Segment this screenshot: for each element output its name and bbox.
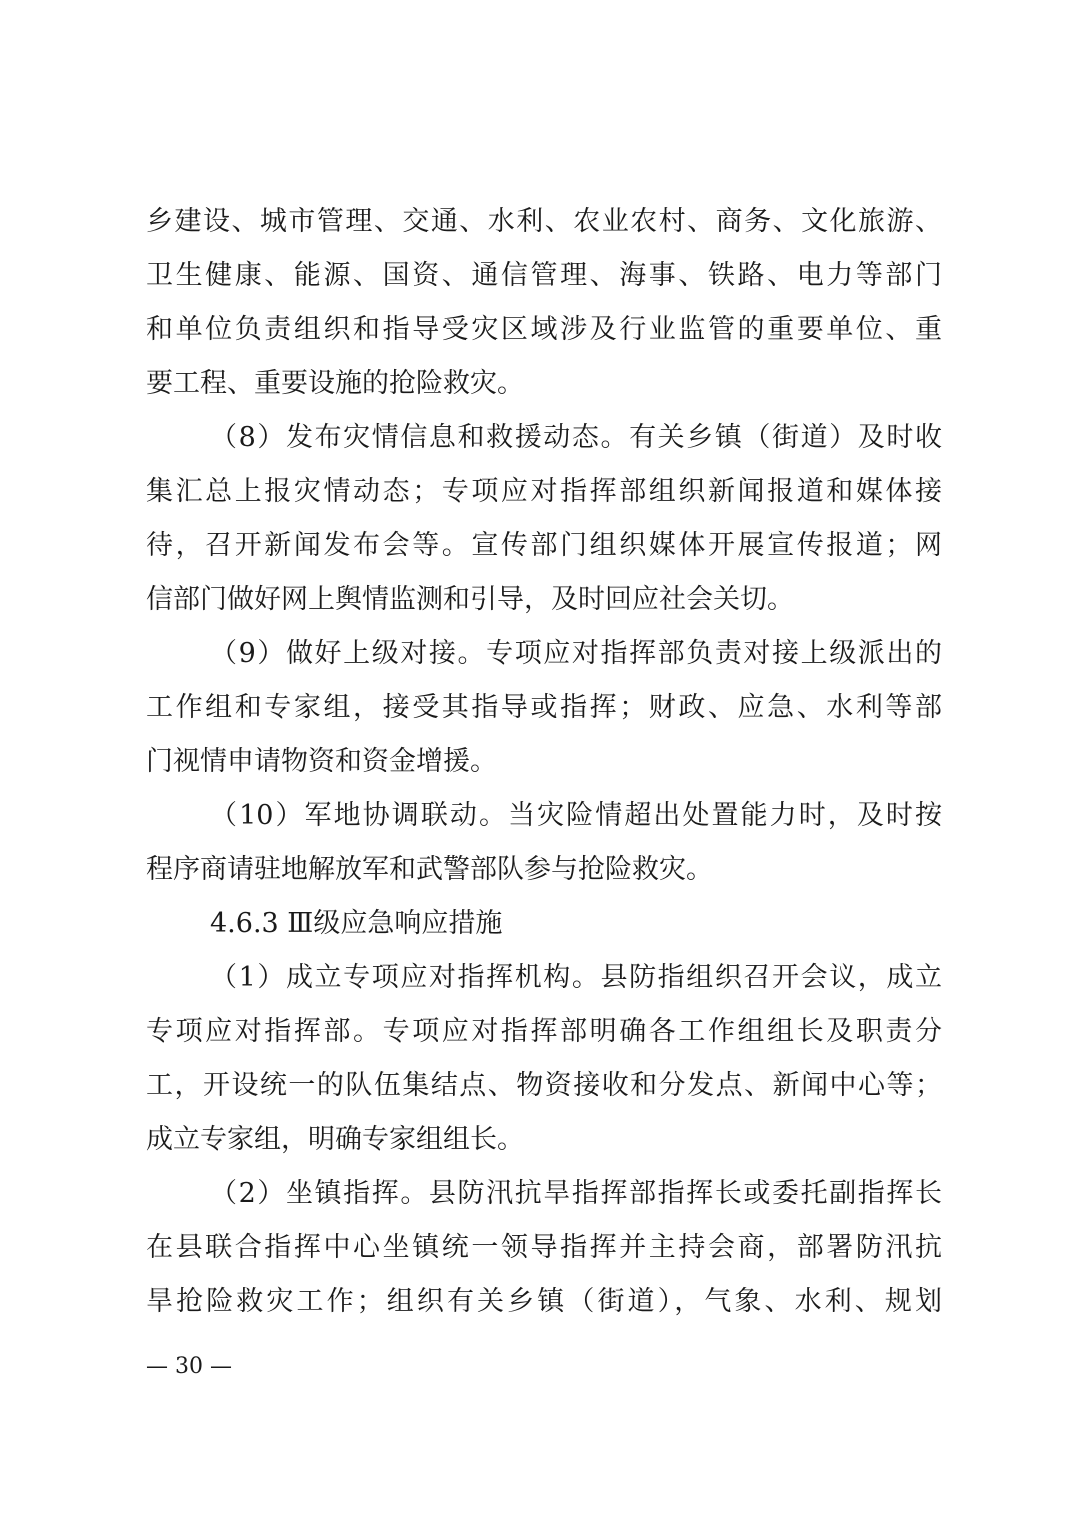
- text-line-8: 信部门做好网上舆情监测和引导，及时回应社会关切。: [146, 584, 794, 615]
- text-line-21: 旱抢险救灾工作；组织有关乡镇（街道），气象、水利、规划: [146, 1286, 942, 1317]
- text-line-12: （10）军地协调联动。当灾险情超出处置能力时，及时按: [210, 800, 942, 831]
- text-line-13: 程序商请驻地解放军和武警部队参与抢险救灾。: [146, 854, 713, 885]
- text-line-4: 要工程、重要设施的抢险救灾。: [146, 368, 524, 399]
- text-line-11: 门视情申请物资和资金增援。: [146, 746, 497, 777]
- section-heading: 4.6.3 Ⅲ级应急响应措施: [210, 908, 503, 939]
- text-line-7: 待，召开新闻发布会等。宣传部门组织媒体开展宣传报道；网: [146, 530, 942, 561]
- text-line-6: 集汇总上报灾情动态；专项应对指挥部组织新闻报道和媒体接: [146, 476, 942, 507]
- text-line-2: 卫生健康、能源、国资、通信管理、海事、铁路、电力等部门: [146, 260, 942, 291]
- text-line-20: 在县联合指挥中心坐镇统一领导指挥并主持会商，部署防汛抗: [146, 1232, 942, 1263]
- text-line-9: （9）做好上级对接。专项应对指挥部负责对接上级派出的: [210, 638, 942, 669]
- text-line-5: （8）发布灾情信息和救援动态。有关乡镇（街道）及时收: [210, 422, 942, 453]
- text-line-3: 和单位负责组织和指导受灾区域涉及行业监管的重要单位、重: [146, 314, 942, 345]
- text-line-18: 成立专家组，明确专家组组长。: [146, 1124, 524, 1155]
- text-line-10: 工作组和专家组，接受其指导或指挥；财政、应急、水利等部: [146, 692, 942, 723]
- text-line-1: 乡建设、城市管理、交通、水利、农业农村、商务、文化旅游、: [146, 206, 942, 237]
- text-line-15: （1）成立专项应对指挥机构。县防指组织召开会议，成立: [210, 962, 942, 993]
- text-line-19: （2）坐镇指挥。县防汛抗旱指挥部指挥长或委托副指挥长: [210, 1178, 942, 1209]
- text-line-17: 工，开设统一的队伍集结点、物资接收和分发点、新闻中心等；: [146, 1070, 942, 1101]
- text-line-16: 专项应对指挥部。专项应对指挥部明确各工作组组长及职责分: [146, 1016, 942, 1047]
- page-number: — 30 —: [146, 1354, 232, 1379]
